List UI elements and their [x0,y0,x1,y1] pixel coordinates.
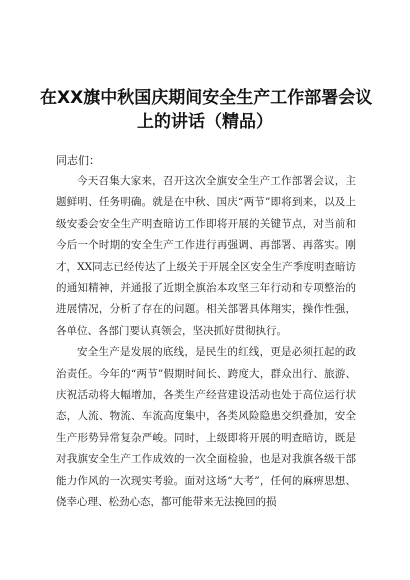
document-title [40,86,373,134]
title-line-1: 在XX旗中秋国庆期间安全生产工作部署会议 [40,88,373,108]
document-body [56,171,356,514]
title-line-2: 上的讲话（精品） [137,112,273,132]
paragraph-1: 今天召集大家来，召开这次全旗安全生产工作部署会议，主题鲜明、任务明确。就是在中秋、国庆“两节”即将到来，以及上级安委会安全生产明查暗访工作即将开展的关键节点，对当前和今后一个时期的安全生产工作进行再强调、再部署、再落实。刚才，XX同志已经传达了上级关于开展全区安全生产季度明查暗访的通知精神，并通报了近期全旗治本攻坚三年行动和专项整治的进展情况，分析了存在的问题。相关部署具体翔实，操作性强，各单位、各部门要认真领会，坚决抓好贯彻执行。 [56,175,356,337]
paragraph-2: 安全生产是发展的底线，是民生的红线，更是必须扛起的政治责任。今年的“两节”假期时间长、跨度大，群众出行、旅游、庆祝活动将大幅增加，各类生产经营建设活动也处于高位运行状态，人流、物流、车流高度集中，各类风险隐患交织叠加，安全生产形势异常复杂严峻。同时，上级即将开展的明查暗访，既是对我旗安全生产工作成效的一次全面检验，也是对我旗各级干部能力作风的一次现实考验。面对这场“大考”，任何的麻痹思想、侥幸心理、松劲心态，都可能带来无法挽回的损 [56,346,356,509]
salutation: 同志们： [56,154,100,167]
